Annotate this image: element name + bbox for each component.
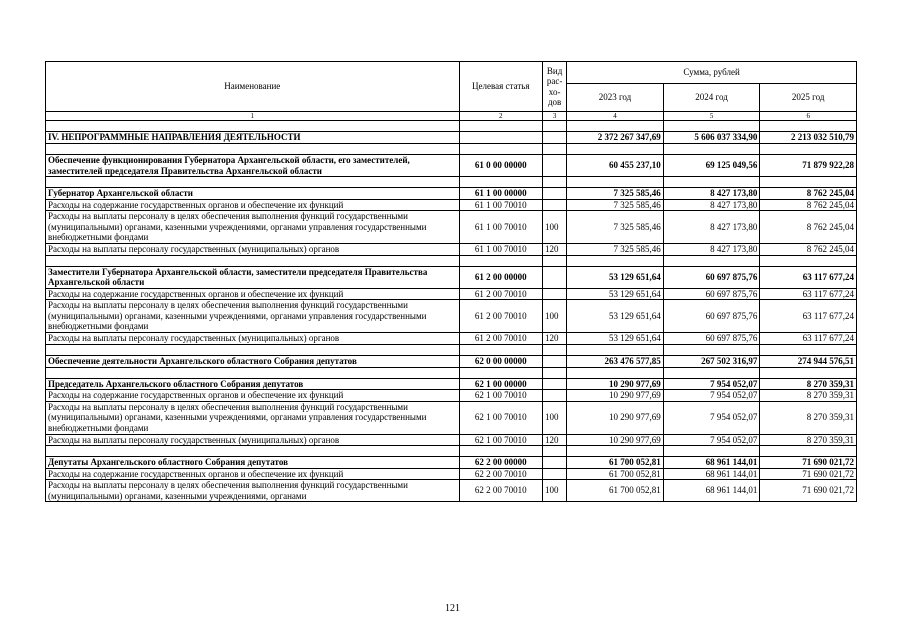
- budget-table-body: [46, 121, 857, 502]
- row-amount-2024: 60 697 875,76: [663, 266, 760, 288]
- row-amount-2025: 2 213 032 510,79: [760, 132, 857, 144]
- row-target-code: 61 1 00 00000: [459, 188, 543, 200]
- row-amount-2025: 8 270 359,31: [760, 434, 857, 446]
- spacer-row: [46, 177, 857, 188]
- header-name: Наименование: [46, 62, 460, 112]
- row-name: Расходы на выплаты персоналу в целях обеспечения выполнения функций государственными (муниципальными) органами, казенными учреждениями, органами управления государственными внебюджетными фондами: [46, 300, 460, 333]
- empty-cell: [760, 255, 857, 266]
- row-amount-2024: 7 954 052,07: [663, 390, 760, 402]
- row-amount-2025: 8 270 359,31: [760, 378, 857, 390]
- table-row: [46, 155, 857, 177]
- row-name: Расходы на содержание государственных органов и обеспечение их функций: [46, 390, 460, 402]
- row-amount-2023: 53 129 651,64: [567, 300, 664, 333]
- row-target-code: 61 2 00 70010: [459, 333, 543, 345]
- row-amount-2023: 7 325 585,46: [567, 244, 664, 256]
- row-name: Губернатор Архангельской области: [46, 188, 460, 200]
- column-index: 3: [543, 112, 567, 121]
- empty-cell: [459, 121, 543, 132]
- empty-cell: [459, 177, 543, 188]
- row-amount-2025: 8 762 245,04: [760, 199, 857, 211]
- empty-cell: [567, 255, 664, 266]
- header-year-2025: 2025 год: [760, 84, 857, 112]
- empty-cell: [760, 367, 857, 378]
- row-amount-2025: 63 117 677,24: [760, 266, 857, 288]
- row-name: Обеспечение деятельности Архангельского областного Собрания депутатов: [46, 355, 460, 367]
- header-vid: [543, 62, 567, 112]
- row-name: Расходы на содержание государственных органов и обеспечение их функций: [46, 288, 460, 300]
- empty-cell: [459, 367, 543, 378]
- row-target-code: 62 1 00 70010: [459, 434, 543, 446]
- empty-cell: [567, 144, 664, 155]
- header-vid-line: дов: [547, 97, 562, 107]
- empty-cell: [543, 144, 567, 155]
- row-expense-type: [543, 155, 567, 177]
- empty-cell: [46, 344, 460, 355]
- row-name: Расходы на выплаты персоналу в целях обеспечения выполнения функций государственными (муниципальными) органами, казенными учреждениями, органами управления государственными внебюджетными фондами: [46, 211, 460, 244]
- empty-cell: [760, 177, 857, 188]
- row-amount-2024: 267 502 316,97: [663, 355, 760, 367]
- row-name: Депутаты Архангельского областного Собрания депутатов: [46, 457, 460, 469]
- empty-cell: [567, 344, 664, 355]
- row-amount-2023: 10 290 977,69: [567, 390, 664, 402]
- row-name: IV. НЕПРОГРАММНЫЕ НАПРАВЛЕНИЯ ДЕЯТЕЛЬНОСТИ: [46, 132, 460, 144]
- header-vid-line: Вид: [546, 65, 563, 76]
- table-row: [46, 300, 857, 333]
- empty-cell: [46, 121, 460, 132]
- row-name: Расходы на выплаты персоналу государственных (муниципальных) органов: [46, 244, 460, 256]
- table-row: [46, 480, 857, 502]
- empty-cell: [760, 344, 857, 355]
- row-amount-2023: 60 455 237,10: [567, 155, 664, 177]
- empty-cell: [760, 121, 857, 132]
- column-index: 2: [459, 112, 543, 121]
- row-target-code: 61 0 00 00000: [459, 155, 543, 177]
- empty-cell: [663, 367, 760, 378]
- empty-cell: [543, 177, 567, 188]
- row-amount-2025: 63 117 677,24: [760, 300, 857, 333]
- row-name: Расходы на выплаты персоналу государственных (муниципальных) органов: [46, 333, 460, 345]
- row-amount-2023: 61 700 052,81: [567, 468, 664, 480]
- table-row: [46, 132, 857, 144]
- row-name: Обеспечение функционирования Губернатора Архангельской области, его заместителей, заместителей председателя Правительства Архангельской области: [46, 155, 460, 177]
- row-amount-2023: 7 325 585,46: [567, 211, 664, 244]
- row-amount-2025: 8 270 359,31: [760, 390, 857, 402]
- table-row: [46, 288, 857, 300]
- row-amount-2025: 71 690 021,72: [760, 480, 857, 502]
- row-amount-2023: 53 129 651,64: [567, 333, 664, 345]
- row-name: Расходы на содержание государственных органов и обеспечение их функций: [46, 468, 460, 480]
- row-expense-type: [543, 199, 567, 211]
- row-amount-2025: 63 117 677,24: [760, 333, 857, 345]
- empty-cell: [543, 255, 567, 266]
- table-row: [46, 199, 857, 211]
- row-name: Заместители Губернатора Архангельской области, заместители председателя Правительства Архангельской области: [46, 266, 460, 288]
- table-row: [46, 401, 857, 434]
- row-target-code: 61 2 00 70010: [459, 288, 543, 300]
- empty-cell: [459, 144, 543, 155]
- row-name: Расходы на выплаты персоналу в целях обеспечения выполнения функций государственными (муниципальными) органами, казенными учреждениями, органами: [46, 480, 460, 502]
- row-amount-2024: 7 954 052,07: [663, 401, 760, 434]
- row-amount-2025: 8 762 245,04: [760, 244, 857, 256]
- header-year-2023: 2023 год: [567, 84, 664, 112]
- row-amount-2024: 8 427 173,80: [663, 199, 760, 211]
- column-index: 4: [567, 112, 664, 121]
- spacer-row: [46, 344, 857, 355]
- row-amount-2025: 63 117 677,24: [760, 288, 857, 300]
- row-target-code: 62 1 00 70010: [459, 401, 543, 434]
- empty-cell: [46, 177, 460, 188]
- row-expense-type: [543, 468, 567, 480]
- empty-cell: [663, 121, 760, 132]
- empty-cell: [663, 255, 760, 266]
- row-amount-2024: 8 427 173,80: [663, 188, 760, 200]
- empty-cell: [567, 446, 664, 457]
- header-target: Целевая статья: [459, 62, 543, 112]
- row-expense-type: [543, 132, 567, 144]
- row-amount-2023: 53 129 651,64: [567, 266, 664, 288]
- header-vid-line: хо-: [548, 86, 561, 97]
- row-amount-2023: 53 129 651,64: [567, 288, 664, 300]
- column-index: 6: [760, 112, 857, 121]
- row-target-code: 61 1 00 70010: [459, 199, 543, 211]
- header-year-2024: 2024 год: [663, 84, 760, 112]
- header-vid-line: рас-: [546, 76, 563, 86]
- row-amount-2023: 61 700 052,81: [567, 457, 664, 469]
- row-amount-2024: 68 961 144,01: [663, 480, 760, 502]
- row-expense-type: [543, 288, 567, 300]
- row-amount-2023: 7 325 585,46: [567, 199, 664, 211]
- row-expense-type: [543, 188, 567, 200]
- empty-cell: [543, 121, 567, 132]
- header-sum: Сумма, рублей: [567, 62, 857, 84]
- empty-cell: [567, 177, 664, 188]
- row-amount-2025: 71 879 922,28: [760, 155, 857, 177]
- table-row: [46, 244, 857, 256]
- row-expense-type: [543, 266, 567, 288]
- row-expense-type: [543, 390, 567, 402]
- spacer-row: [46, 367, 857, 378]
- empty-cell: [543, 446, 567, 457]
- row-name: Расходы на содержание государственных органов и обеспечение их функций: [46, 199, 460, 211]
- row-amount-2025: 8 762 245,04: [760, 188, 857, 200]
- row-target-code: 62 2 00 00000: [459, 457, 543, 469]
- row-amount-2024: 60 697 875,76: [663, 288, 760, 300]
- row-target-code: 62 1 00 70010: [459, 390, 543, 402]
- empty-cell: [567, 367, 664, 378]
- row-expense-type: [543, 378, 567, 390]
- row-amount-2023: 10 290 977,69: [567, 401, 664, 434]
- table-row: [46, 211, 857, 244]
- row-amount-2024: 8 427 173,80: [663, 211, 760, 244]
- empty-cell: [459, 255, 543, 266]
- column-index: 5: [663, 112, 760, 121]
- row-amount-2023: 7 325 585,46: [567, 188, 664, 200]
- table-row: [46, 434, 857, 446]
- empty-cell: [567, 121, 664, 132]
- row-expense-type: 100: [543, 211, 567, 244]
- row-amount-2024: 8 427 173,80: [663, 244, 760, 256]
- empty-cell: [663, 344, 760, 355]
- row-amount-2025: 8 270 359,31: [760, 401, 857, 434]
- row-amount-2023: 10 290 977,69: [567, 378, 664, 390]
- row-target-code: 61 1 00 70010: [459, 244, 543, 256]
- spacer-row: [46, 446, 857, 457]
- row-expense-type: 120: [543, 434, 567, 446]
- empty-cell: [663, 177, 760, 188]
- row-name: Расходы на выплаты персоналу в целях обеспечения выполнения функций государственными (муниципальными) органами, казенными учреждениями, органами управления государственными внебюджетными фондами: [46, 401, 460, 434]
- row-amount-2024: 69 125 049,56: [663, 155, 760, 177]
- row-amount-2024: 60 697 875,76: [663, 300, 760, 333]
- row-target-code: 61 1 00 70010: [459, 211, 543, 244]
- table-row: [46, 390, 857, 402]
- row-expense-type: [543, 457, 567, 469]
- row-target-code: 62 1 00 00000: [459, 378, 543, 390]
- row-amount-2024: 60 697 875,76: [663, 333, 760, 345]
- spacer-row: [46, 121, 857, 132]
- table-row: [46, 266, 857, 288]
- row-amount-2024: 68 961 144,01: [663, 457, 760, 469]
- table-row: [46, 188, 857, 200]
- row-target-code: 62 2 00 70010: [459, 480, 543, 502]
- row-amount-2025: 71 690 021,72: [760, 468, 857, 480]
- row-expense-type: [543, 355, 567, 367]
- row-name: Расходы на выплаты персоналу государственных (муниципальных) органов: [46, 434, 460, 446]
- row-target-code: 62 0 00 00000: [459, 355, 543, 367]
- row-expense-type: 100: [543, 300, 567, 333]
- empty-cell: [46, 255, 460, 266]
- row-expense-type: 100: [543, 401, 567, 434]
- row-amount-2024: 7 954 052,07: [663, 378, 760, 390]
- row-amount-2025: 71 690 021,72: [760, 457, 857, 469]
- table-row: [46, 468, 857, 480]
- row-target-code: [459, 132, 543, 144]
- row-expense-type: 120: [543, 333, 567, 345]
- empty-cell: [543, 367, 567, 378]
- row-target-code: 62 2 00 70010: [459, 468, 543, 480]
- empty-cell: [543, 344, 567, 355]
- empty-cell: [46, 144, 460, 155]
- row-amount-2025: 274 944 576,51: [760, 355, 857, 367]
- row-amount-2023: 263 476 577,85: [567, 355, 664, 367]
- table-row: [46, 457, 857, 469]
- row-target-code: 61 2 00 70010: [459, 300, 543, 333]
- empty-cell: [663, 446, 760, 457]
- empty-cell: [459, 344, 543, 355]
- row-amount-2024: 5 606 037 334,90: [663, 132, 760, 144]
- page-number: 121: [445, 603, 460, 614]
- row-expense-type: 100: [543, 480, 567, 502]
- table-row: [46, 378, 857, 390]
- row-target-code: 61 2 00 00000: [459, 266, 543, 288]
- spacer-row: [46, 255, 857, 266]
- table-row: [46, 333, 857, 345]
- empty-cell: [760, 144, 857, 155]
- row-amount-2024: 7 954 052,07: [663, 434, 760, 446]
- empty-cell: [760, 446, 857, 457]
- spacer-row: [46, 144, 857, 155]
- row-amount-2025: 8 762 245,04: [760, 211, 857, 244]
- empty-cell: [459, 446, 543, 457]
- row-name: Председатель Архангельского областного Собрания депутатов: [46, 378, 460, 390]
- column-index: 1: [46, 112, 460, 121]
- table-row: [46, 355, 857, 367]
- budget-table: [45, 61, 857, 502]
- empty-cell: [663, 144, 760, 155]
- row-amount-2023: 10 290 977,69: [567, 434, 664, 446]
- row-amount-2023: 2 372 267 347,69: [567, 132, 664, 144]
- empty-cell: [46, 367, 460, 378]
- row-amount-2024: 68 961 144,01: [663, 468, 760, 480]
- row-amount-2023: 61 700 052,81: [567, 480, 664, 502]
- row-expense-type: 120: [543, 244, 567, 256]
- empty-cell: [46, 446, 460, 457]
